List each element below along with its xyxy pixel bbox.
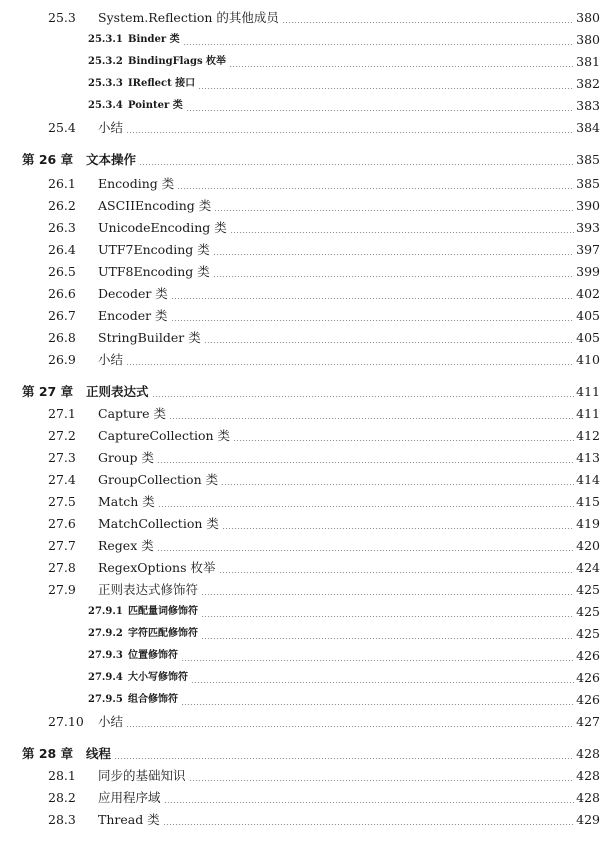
dot-leader	[183, 44, 575, 45]
entry-title: 线程	[86, 745, 112, 761]
dot-leader	[171, 298, 574, 299]
entry-title: Regex 类	[98, 537, 154, 553]
entry-page-number: 390	[576, 197, 600, 213]
dot-leader	[186, 110, 574, 111]
entry-number: 26.9	[48, 351, 76, 367]
entry-number: 27.6	[48, 515, 76, 531]
toc-entry-section	[0, 174, 612, 194]
dot-leader	[198, 88, 574, 89]
entry-number: 27.9.4	[88, 672, 123, 683]
entry-page-number: 384	[576, 119, 600, 135]
toc-entry-sub	[0, 668, 612, 688]
entry-number: 27.7	[48, 537, 76, 553]
dot-leader	[221, 484, 574, 485]
entry-title: Capture 类	[98, 405, 166, 421]
entry-title: 小结	[98, 119, 124, 135]
toc-entry-section	[0, 328, 612, 348]
entry-title: Encoder 类	[98, 307, 168, 323]
entry-number: 25.3.2	[88, 56, 123, 67]
entry-title: 同步的基础知识	[98, 767, 186, 783]
entry-title: CaptureCollection 类	[98, 427, 231, 443]
entry-number: 第 27 章	[22, 383, 74, 399]
dot-leader	[171, 320, 575, 321]
entry-page-number: 419	[576, 515, 600, 531]
entry-title: 小结	[98, 713, 124, 729]
entry-title: 位置修饰符	[128, 650, 178, 661]
entry-page-number: 425	[576, 581, 600, 597]
toc-entry-section	[0, 514, 612, 534]
entry-number: 26.1	[48, 175, 76, 191]
toc-entry-sub	[0, 690, 612, 710]
entry-page-number: 425	[576, 603, 600, 619]
entry-title: 文本操作	[86, 151, 137, 167]
dot-leader	[158, 506, 574, 507]
entry-page-number: 383	[576, 97, 600, 113]
entry-page-number: 405	[576, 307, 600, 323]
dot-leader	[126, 364, 574, 365]
toc-entry-chapter	[0, 150, 612, 170]
toc-entry-section	[0, 196, 612, 216]
toc-entry-chapter	[0, 744, 612, 764]
entry-number: 25.3.3	[88, 78, 123, 89]
entry-page-number: 413	[576, 449, 600, 465]
entry-title: StringBuilder 类	[98, 329, 201, 345]
dot-leader	[201, 594, 574, 595]
entry-page-number: 429	[576, 811, 600, 827]
entry-title: RegexOptions 枚举	[98, 559, 216, 575]
entry-title: 组合修饰符	[128, 694, 178, 705]
entry-page-number: 415	[576, 493, 600, 509]
entry-page-number: 402	[576, 285, 600, 301]
entry-page-number: 397	[576, 241, 600, 257]
entry-number: 27.1	[48, 405, 76, 421]
entry-page-number: 426	[576, 669, 600, 685]
toc-entry-section	[0, 306, 612, 326]
entry-page-number: 381	[576, 53, 600, 69]
entry-title: 字符匹配修饰符	[128, 628, 198, 639]
dot-leader	[157, 550, 574, 551]
dot-leader	[163, 824, 574, 825]
entry-number: 26.4	[48, 241, 76, 257]
entry-title: 正则表达式修饰符	[98, 581, 199, 597]
toc-entry-section	[0, 218, 612, 238]
entry-page-number: 420	[576, 537, 600, 553]
dot-leader	[152, 396, 575, 397]
entry-number: 27.9.3	[88, 650, 123, 661]
dot-leader	[169, 418, 574, 419]
entry-number: 26.5	[48, 263, 76, 279]
toc-entry-sub	[0, 624, 612, 644]
toc-entry-section	[0, 284, 612, 304]
toc-entry-section	[0, 262, 612, 282]
entry-title: UTF8Encoding 类	[98, 263, 210, 279]
entry-number: 25.4	[48, 119, 76, 135]
entry-title: UTF7Encoding 类	[98, 241, 210, 257]
entry-title: System.Reflection 的其他成员	[98, 9, 279, 25]
entry-number: 28.2	[48, 789, 76, 805]
toc-entry-sub	[0, 646, 612, 666]
entry-page-number: 393	[576, 219, 600, 235]
entry-number: 27.9.5	[88, 694, 123, 705]
entry-title: IReflect 接口	[128, 78, 196, 89]
entry-number: 27.4	[48, 471, 76, 487]
entry-page-number: 412	[576, 427, 600, 443]
entry-title: 匹配量词修饰符	[128, 606, 198, 617]
entry-title: Encoding 类	[98, 175, 175, 191]
entry-number: 27.9.2	[88, 628, 123, 639]
entry-title: Binder 类	[128, 34, 180, 45]
dot-leader	[181, 660, 574, 661]
dot-leader	[126, 726, 574, 727]
dot-leader	[222, 528, 574, 529]
toc-entry-section	[0, 470, 612, 490]
toc-entry-section	[0, 426, 612, 446]
entry-title: 应用程序域	[98, 789, 161, 805]
entry-number: 26.2	[48, 197, 76, 213]
dot-leader	[164, 802, 575, 803]
entry-page-number: 414	[576, 471, 600, 487]
toc-entry-chapter	[0, 382, 612, 402]
dot-leader	[139, 164, 574, 165]
entry-title: 大小写修饰符	[128, 672, 188, 683]
dot-leader	[229, 66, 574, 67]
toc-entry-sub	[0, 30, 612, 50]
toc-entry-sub	[0, 74, 612, 94]
entry-title: Group 类	[98, 449, 155, 465]
toc-entry-section	[0, 492, 612, 512]
dot-leader	[191, 682, 574, 683]
entry-number: 第 26 章	[22, 151, 74, 167]
entry-page-number: 385	[576, 175, 600, 191]
entry-title: MatchCollection 类	[98, 515, 219, 531]
dot-leader	[157, 462, 574, 463]
toc-entry-sub	[0, 52, 612, 72]
toc-entry-section	[0, 788, 612, 808]
entry-page-number: 424	[576, 559, 600, 575]
entry-number: 25.3.1	[88, 34, 123, 45]
entry-page-number: 385	[576, 151, 600, 167]
entry-number: 28.1	[48, 767, 76, 783]
entry-page-number: 427	[576, 713, 600, 729]
entry-page-number: 380	[576, 9, 600, 25]
entry-title: GroupCollection 类	[98, 471, 219, 487]
toc-entry-section	[0, 118, 612, 138]
entry-number: 26.7	[48, 307, 76, 323]
entry-number: 26.6	[48, 285, 76, 301]
entry-page-number: 426	[576, 647, 600, 663]
entry-page-number: 380	[576, 31, 600, 47]
dot-leader	[201, 638, 574, 639]
toc-entry-sub	[0, 96, 612, 116]
dot-leader	[230, 232, 574, 233]
entry-number: 25.3	[48, 9, 76, 25]
entry-page-number: 399	[576, 263, 600, 279]
entry-title: UnicodeEncoding 类	[98, 219, 227, 235]
dot-leader	[213, 276, 574, 277]
dot-leader	[233, 440, 574, 441]
toc-entry-section	[0, 810, 612, 830]
entry-title: Match 类	[98, 493, 155, 509]
toc-entry-section	[0, 580, 612, 600]
dot-leader	[189, 780, 575, 781]
dot-leader	[126, 132, 574, 133]
entry-page-number: 428	[576, 767, 600, 783]
entry-page-number: 426	[576, 691, 600, 707]
entry-page-number: 411	[576, 405, 600, 421]
entry-number: 27.9	[48, 581, 76, 597]
entry-page-number: 428	[576, 745, 600, 761]
dot-leader	[214, 210, 574, 211]
entry-number: 27.2	[48, 427, 76, 443]
entry-number: 27.3	[48, 449, 76, 465]
entry-title: Pointer 类	[128, 100, 183, 111]
entry-title: Decoder 类	[98, 285, 168, 301]
toc-entry-section	[0, 404, 612, 424]
toc-entry-section	[0, 766, 612, 786]
toc-entry-section	[0, 8, 612, 28]
toc-entry-section	[0, 712, 612, 732]
dot-leader	[177, 188, 574, 189]
toc-entry-section	[0, 558, 612, 578]
dot-leader	[219, 572, 575, 573]
toc-entry-section	[0, 350, 612, 370]
entry-page-number: 425	[576, 625, 600, 641]
dot-leader	[213, 254, 574, 255]
entry-page-number: 382	[576, 75, 600, 91]
entry-page-number: 410	[576, 351, 600, 367]
entry-page-number: 428	[576, 789, 600, 805]
entry-title: 正则表达式	[86, 383, 149, 399]
entry-title: BindingFlags 枚举	[128, 56, 227, 67]
entry-number: 27.5	[48, 493, 76, 509]
entry-title: ASCIIEncoding 类	[98, 197, 212, 213]
entry-title: Thread 类	[98, 811, 160, 827]
entry-number: 26.3	[48, 219, 76, 235]
dot-leader	[114, 758, 574, 759]
toc-entry-section	[0, 240, 612, 260]
entry-number: 26.8	[48, 329, 76, 345]
dot-leader	[282, 22, 574, 23]
entry-page-number: 411	[576, 383, 600, 399]
dot-leader	[201, 616, 574, 617]
dot-leader	[204, 342, 574, 343]
toc-entry-section	[0, 536, 612, 556]
entry-number: 第 28 章	[22, 745, 74, 761]
toc-entry-sub	[0, 602, 612, 622]
entry-number: 27.9.1	[88, 606, 123, 617]
entry-title: 小结	[98, 351, 124, 367]
entry-page-number: 405	[576, 329, 600, 345]
entry-number: 25.3.4	[88, 100, 123, 111]
entry-number: 27.10	[48, 713, 84, 729]
entry-number: 27.8	[48, 559, 76, 575]
entry-number: 28.3	[48, 811, 76, 827]
toc-entry-section	[0, 448, 612, 468]
dot-leader	[181, 704, 574, 705]
